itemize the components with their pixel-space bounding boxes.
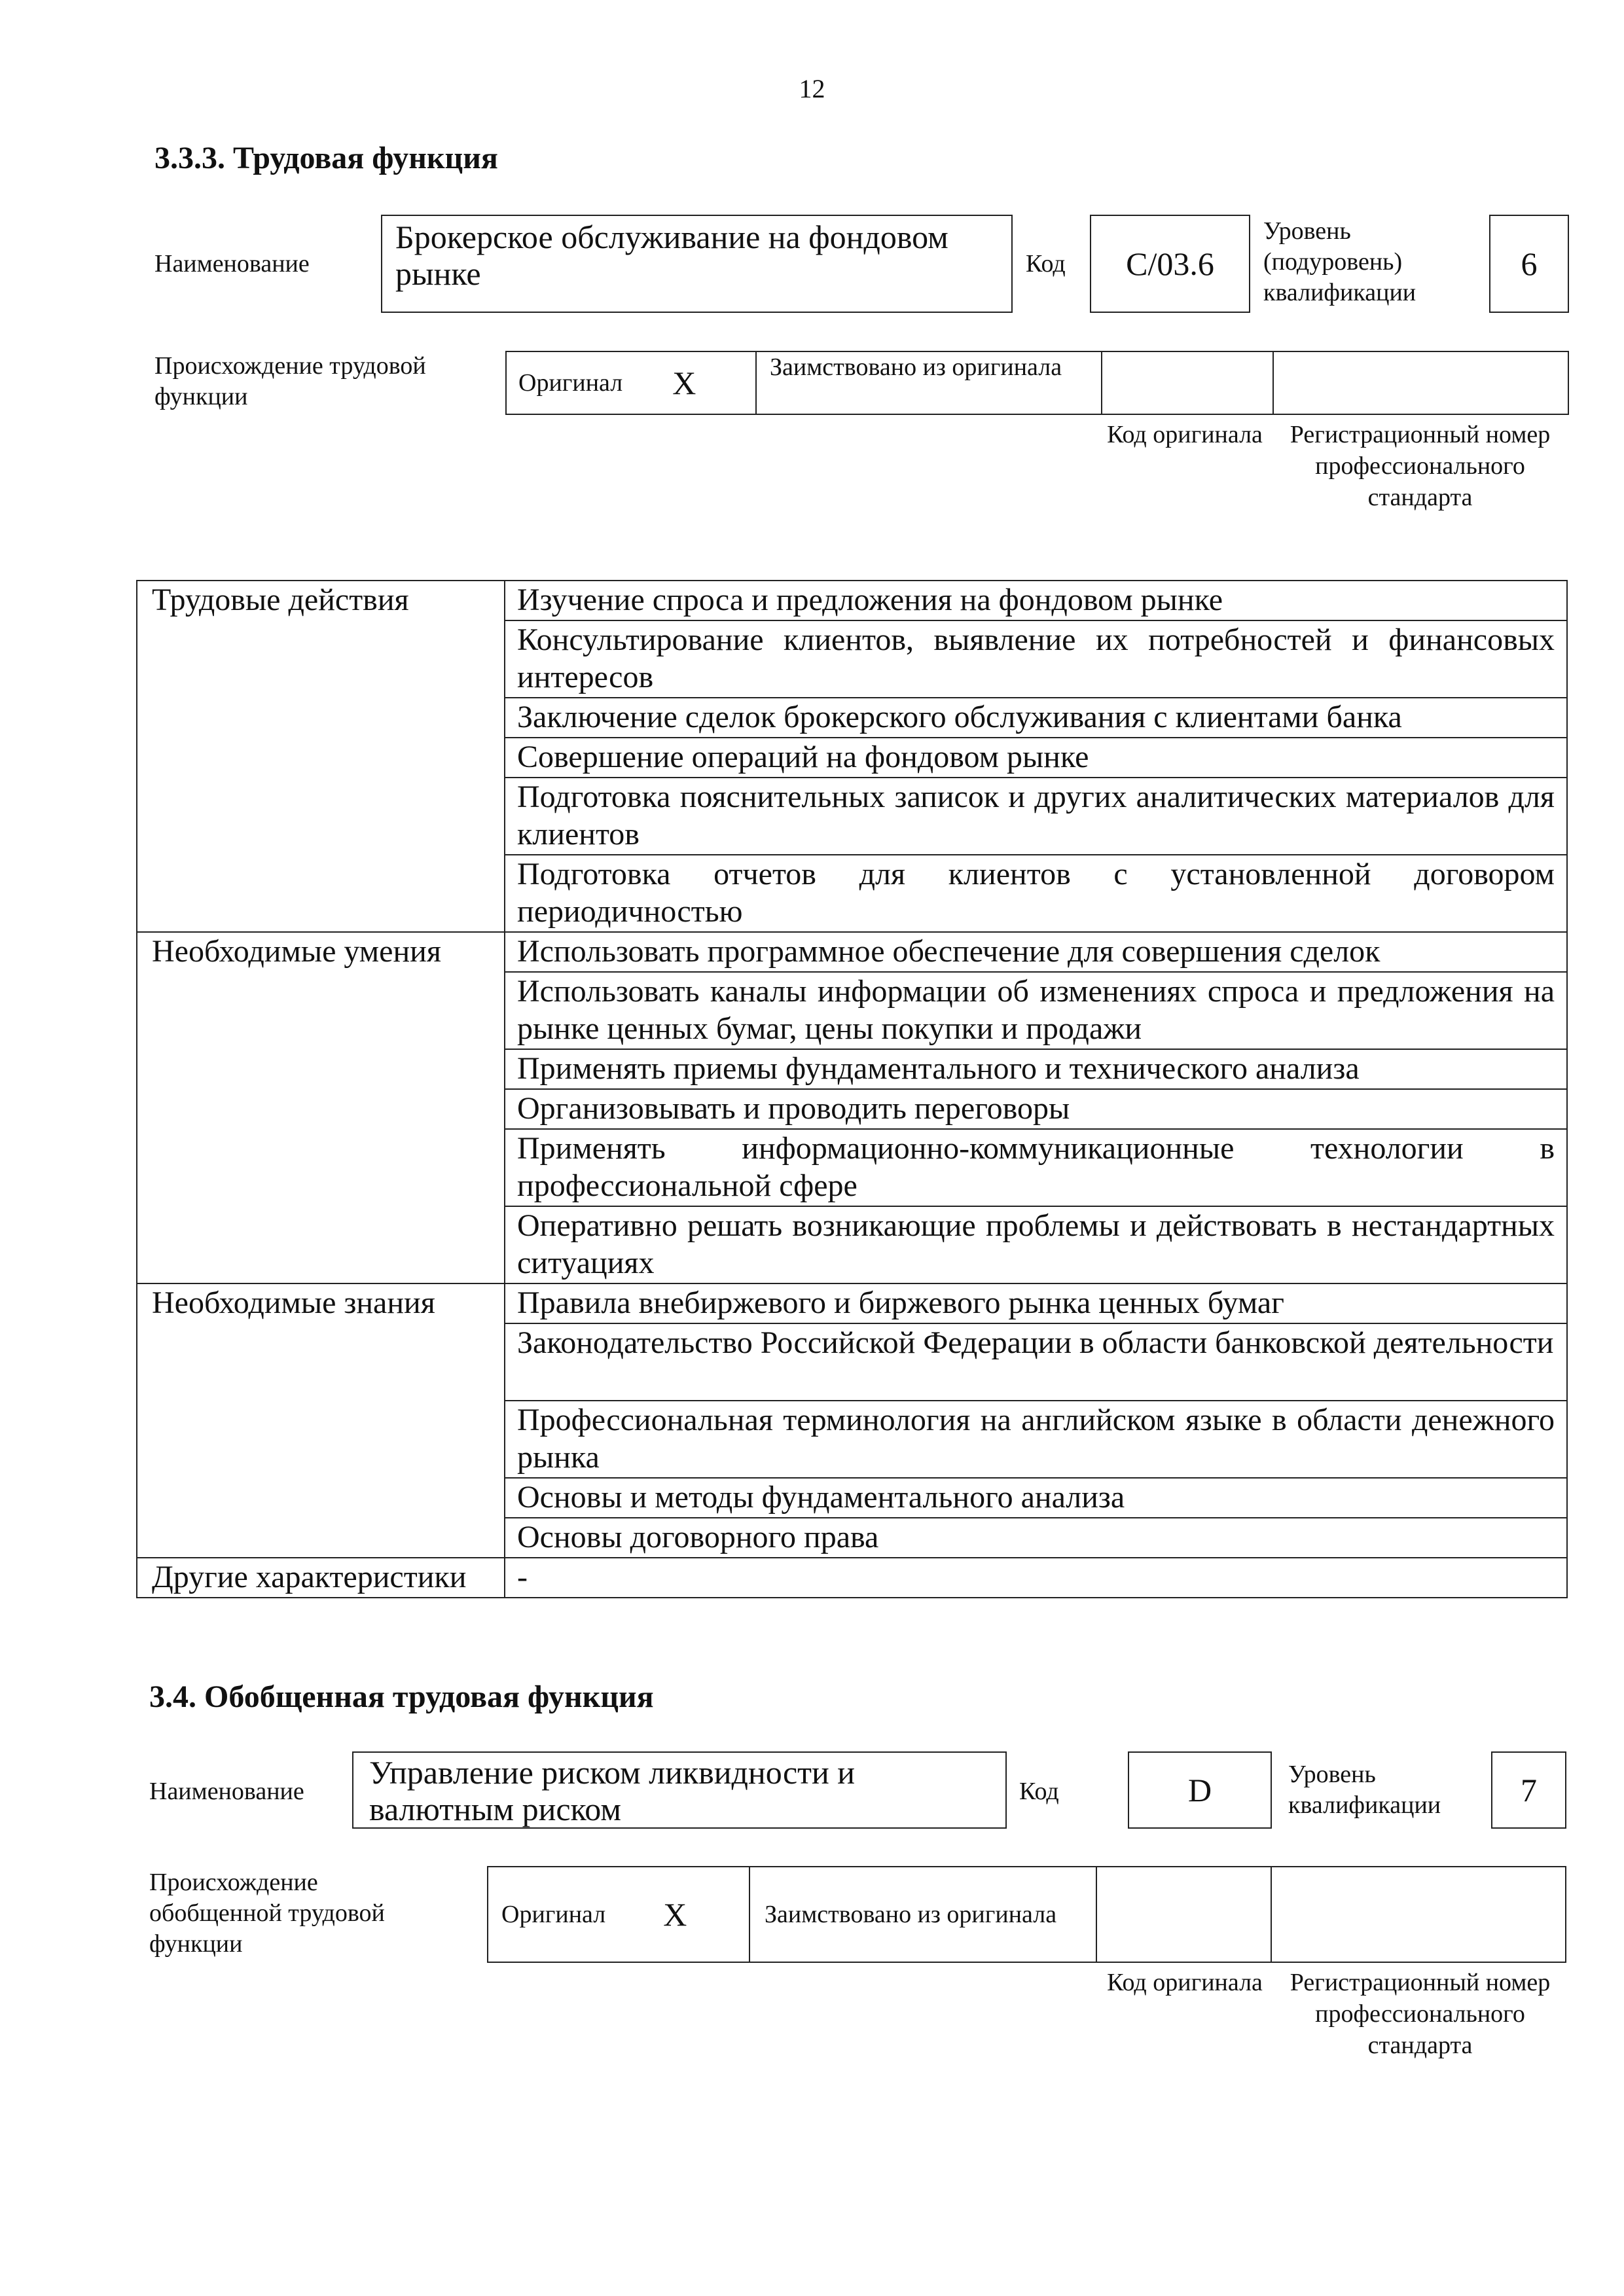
page-number: 12 bbox=[799, 74, 825, 103]
knowledge-label: Необходимые знания bbox=[137, 1283, 505, 1558]
code-value: C/03.6 bbox=[1126, 245, 1214, 282]
origin-label: Происхождение трудовой функции bbox=[154, 352, 426, 410]
origin-divider-2-2 bbox=[1096, 1867, 1097, 1962]
level-value-box bbox=[1489, 215, 1569, 313]
skills-label: Необходимые умения bbox=[137, 932, 505, 1283]
origin-original-mark-2: X bbox=[663, 1895, 687, 1933]
table-row: Подготовка пояснительных записок и других аналитических материалов для клиентов bbox=[505, 778, 1567, 855]
level-label-2: Уровень квалификации bbox=[1288, 1761, 1441, 1819]
table-row: Применять информационно-коммуникационные технологии в профессиональной сфере bbox=[505, 1129, 1567, 1206]
origin-original-label: Оригинал bbox=[518, 368, 623, 397]
level-value-box-2 bbox=[1491, 1751, 1566, 1829]
code-value-box-2 bbox=[1128, 1751, 1272, 1829]
level-label: Уровень (подуровень) квалификации bbox=[1263, 217, 1416, 306]
code-value-box bbox=[1090, 215, 1250, 313]
code-label: Код bbox=[1026, 249, 1066, 278]
origin-original-mark: X bbox=[672, 364, 696, 401]
caption-code-original: Код оригинала bbox=[1107, 421, 1263, 448]
caption-code-original-2: Код оригинала bbox=[1107, 1969, 1263, 1996]
name-value: Брокерское обслуживание на фондовом рынке bbox=[395, 219, 948, 292]
table-row: Правила внебиржевого и биржевого рынка ценных бумаг bbox=[505, 1283, 1567, 1323]
code-label-2: Код bbox=[1019, 1777, 1059, 1805]
caption-reg-number: Регистрационный номер профессионального стандарта bbox=[1290, 421, 1551, 511]
table-row: Консультирование клиентов, выявление их потребностей и финансовых интересов bbox=[505, 620, 1567, 698]
section-heading-3-3-3: 3.3.3. Трудовая функция bbox=[154, 141, 498, 175]
origin-divider-3 bbox=[1272, 352, 1274, 414]
name-value-box bbox=[381, 215, 1013, 313]
origin-original-label-2: Оригинал bbox=[501, 1900, 606, 1928]
origin-borrowed-label: Заимствовано из оригинала bbox=[770, 353, 1062, 381]
caption-reg-number-2: Регистрационный номер профессионального стандарта bbox=[1290, 1969, 1551, 2059]
other-value: - bbox=[505, 1558, 1567, 1598]
table-row: Подготовка отчетов для клиентов с установленной договором периодичностью bbox=[505, 855, 1567, 932]
name-value-2: Управление риском ликвидности и валютным риском bbox=[369, 1754, 856, 1827]
origin-divider-2 bbox=[1101, 352, 1102, 414]
origin-borrowed-label-2: Заимствовано из оригинала bbox=[765, 1900, 1057, 1928]
table-row: Изучение спроса и предложения на фондовом рынке bbox=[505, 581, 1567, 620]
section-heading-3-4: 3.4. Обобщенная трудовая функция bbox=[149, 1679, 654, 1714]
table-row: Оперативно решать возникающие проблемы и действовать в нестандартных ситуациях bbox=[505, 1206, 1567, 1283]
actions-label: Трудовые действия bbox=[137, 581, 505, 932]
level-value-2: 7 bbox=[1521, 1772, 1537, 1808]
origin-label-2: Происхождение обобщенной трудовой функции bbox=[149, 1869, 385, 1958]
table-row: Использовать программное обеспечение для совершения сделок bbox=[505, 932, 1567, 972]
level-value: 6 bbox=[1521, 245, 1538, 282]
table-row: Организовывать и проводить переговоры bbox=[505, 1089, 1567, 1129]
origin-divider-3-2 bbox=[1271, 1867, 1272, 1962]
name-label: Наименование bbox=[154, 249, 310, 278]
other-label: Другие характеристики bbox=[137, 1558, 505, 1598]
table-row: Использовать каналы информации об изменениях спроса и предложения на рынке ценных бумаг, цены покупки и продажи bbox=[505, 972, 1567, 1049]
name-label-2: Наименование bbox=[149, 1777, 304, 1805]
origin-divider-1 bbox=[755, 352, 757, 414]
table-row: Применять приемы фундаментального и технического анализа bbox=[505, 1049, 1567, 1089]
name-value-box-2 bbox=[352, 1751, 1007, 1829]
table-row: Законодательство Российской Федерации в области банковской деятельности bbox=[505, 1323, 1567, 1401]
labor-function-table bbox=[136, 580, 1568, 1598]
table-row: Основы и методы фундаментального анализа bbox=[505, 1478, 1567, 1518]
table-row: Заключение сделок брокерского обслуживания с клиентами банка bbox=[505, 698, 1567, 738]
origin-divider-1-2 bbox=[749, 1867, 750, 1962]
table-row: Совершение операций на фондовом рынке bbox=[505, 738, 1567, 778]
origin-table bbox=[505, 351, 1569, 415]
table-row: Основы договорного права bbox=[505, 1518, 1567, 1558]
table-row: Профессиональная терминология на английском языке в области денежного рынка bbox=[505, 1401, 1567, 1478]
code-value-2: D bbox=[1187, 1772, 1212, 1808]
origin-table-2 bbox=[487, 1866, 1566, 1963]
